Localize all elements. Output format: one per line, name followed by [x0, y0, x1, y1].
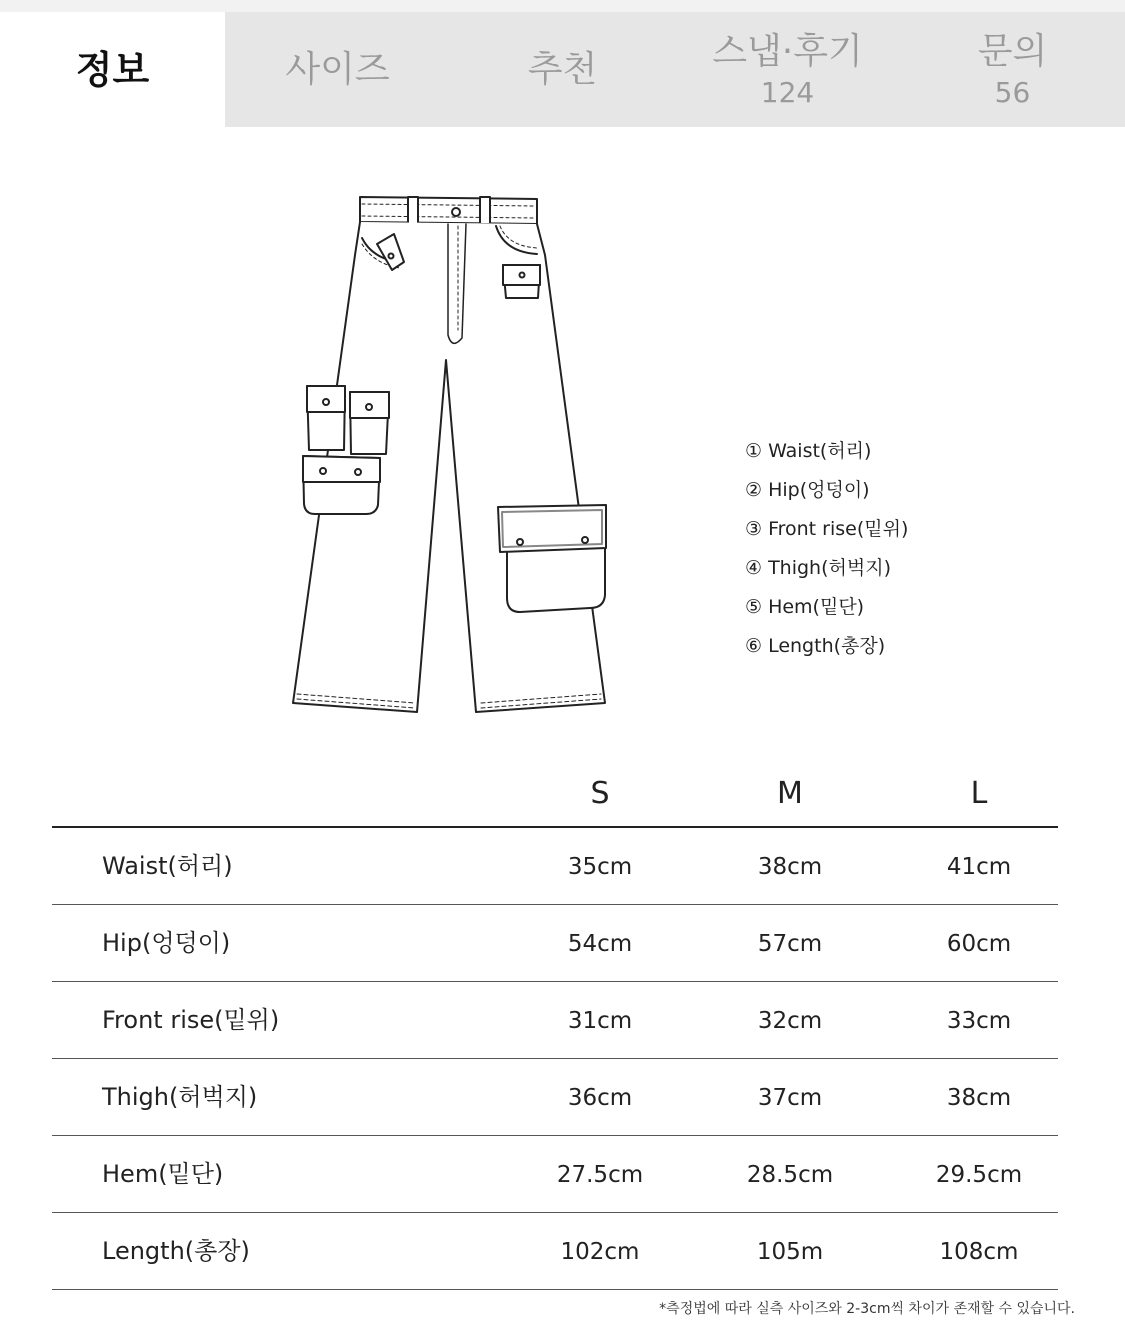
tab-count: 56	[994, 75, 1031, 109]
row-label: Thigh(허벅지)	[102, 1083, 258, 1111]
table-row-front-rise	[52, 982, 1058, 1059]
table-row-hip	[52, 905, 1058, 982]
table-row-hem	[52, 1136, 1058, 1213]
cell-value: 32cm	[757, 1008, 823, 1034]
row-label: Hip(엉덩이)	[102, 929, 231, 957]
cell-value: 35cm	[567, 854, 633, 880]
tab-inquiry[interactable]	[900, 12, 1125, 127]
row-label: Waist(허리)	[102, 852, 233, 880]
cell-value: 41cm	[946, 854, 1012, 880]
cell-value: 54cm	[567, 931, 633, 957]
cell-value: 36cm	[567, 1085, 633, 1111]
pants-technical-drawing	[270, 185, 630, 720]
tab-reviews[interactable]	[675, 12, 900, 127]
row-label: Hem(밑단)	[102, 1160, 224, 1188]
legend-item-front-rise: ③ Front rise(밑위)	[745, 518, 909, 540]
size-header-m: M	[777, 776, 803, 811]
tab-label: 추천	[527, 48, 598, 90]
legend-item-hip: ② Hip(엉덩이)	[745, 479, 870, 501]
table-row-waist	[52, 828, 1058, 905]
tab-info[interactable]	[0, 12, 225, 127]
row-label: Front rise(밑위)	[102, 1006, 280, 1034]
cell-value: 57cm	[757, 931, 823, 957]
tab-label: 스냅·후기	[712, 30, 863, 72]
tab-size[interactable]	[225, 12, 450, 127]
legend-item-hem: ⑤ Hem(밑단)	[745, 596, 865, 618]
top-strip	[0, 0, 1125, 12]
cell-value: 108cm	[939, 1239, 1019, 1265]
cell-value: 27.5cm	[556, 1162, 644, 1188]
tab-recommend[interactable]	[450, 12, 675, 127]
cell-value: 105m	[756, 1239, 824, 1265]
tab-bar	[0, 12, 1125, 127]
tab-label: 문의	[977, 30, 1048, 72]
table-row-thigh	[52, 1059, 1058, 1136]
size-header-s: S	[590, 776, 610, 811]
size-header-l: L	[970, 776, 988, 811]
legend-item-waist: ① Waist(허리)	[745, 440, 872, 462]
tab-label: 사이즈	[285, 48, 390, 90]
cell-value: 28.5cm	[746, 1162, 834, 1188]
size-table	[52, 768, 1058, 1290]
table-row-length	[52, 1213, 1058, 1290]
cell-value: 31cm	[567, 1008, 633, 1034]
tab-label: 정보	[75, 47, 150, 92]
cell-value: 38cm	[946, 1085, 1012, 1111]
row-label: Length(총장)	[102, 1237, 250, 1265]
cell-value: 33cm	[946, 1008, 1012, 1034]
size-table-header	[52, 768, 1058, 828]
cell-value: 37cm	[757, 1085, 823, 1111]
legend-item-length: ⑥ Length(총장)	[745, 635, 886, 657]
measurement-note: *측정법에 따라 실측 사이즈와 2-3cm씩 차이가 존재할 수 있습니다.	[659, 1301, 1075, 1317]
cell-value: 38cm	[757, 854, 823, 880]
cell-value: 29.5cm	[935, 1162, 1023, 1188]
cell-value: 60cm	[946, 931, 1012, 957]
measurement-legend	[745, 432, 908, 666]
cell-value: 102cm	[560, 1239, 640, 1265]
legend-item-thigh: ④ Thigh(허벅지)	[745, 557, 891, 579]
tab-count: 124	[760, 75, 815, 109]
